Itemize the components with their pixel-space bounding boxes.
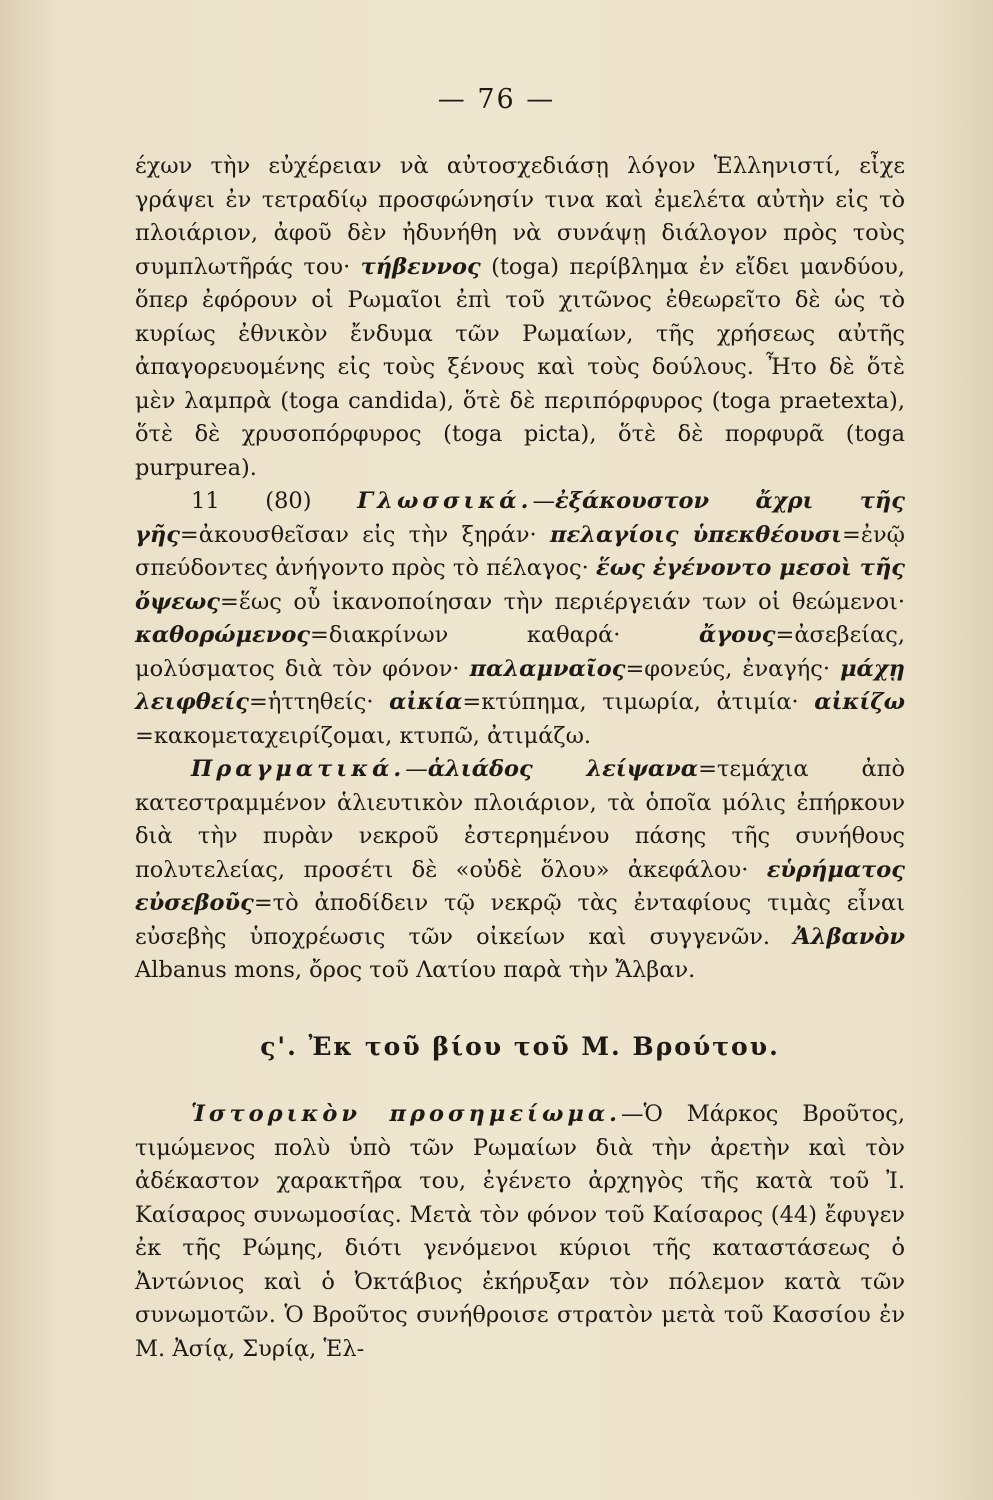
paragraph-toga [135, 150, 905, 485]
term-kathoromenos: καθορώμενος [135, 622, 311, 648]
heading-istorikon: Ἱστορικὸν προσημείωμα. [191, 1101, 621, 1127]
section-heading: ς'. Ἐκ τοῦ βίου τοῦ Μ. Βρούτου. [260, 1032, 780, 1061]
main-text-block [135, 150, 905, 988]
brutus-text-block [135, 1098, 905, 1366]
term-agous: ἄγους [699, 622, 776, 648]
term-eurematos: εὑρήματος εὐσεβοῦς [135, 856, 905, 916]
paragraph-pragmatika [135, 753, 905, 988]
term-albanon: Ἀλβανὸν [793, 923, 906, 950]
term-eos: ἕως ἐγένοντο μεσοὶ τῆς ὄψεως [135, 555, 906, 615]
heading-glossika: Γλωσσικά. [357, 488, 533, 514]
term-exakouston: ἐξάκουστον ἄχρι τῆς γῆς [135, 488, 905, 548]
def-exakouston: =ἀκουσθεῖσαν εἰς τὴν ξηράν· [179, 521, 537, 548]
term-palamnaios: παλαμναῖος [469, 655, 626, 682]
def-aikia: =κτύπημα, τιμωρία, ἀτιμία· [462, 689, 799, 715]
note-number: 11 (80) [191, 488, 312, 514]
text-brutus: —Ὁ Μάρκος Βροῦτος, τιμώμενος πολὺ ὑπὸ τῶν Ρωμαίων διὰ τὴν ἀρετὴν καὶ τὸν ἀδέκαστον χαρακτῆρα του, ἐγένετο ἀρχηγὸς τῆς κατὰ τοῦ Ἰ. Καίσαρος συνωμοσίας. Μετὰ τὸν φόνον τοῦ Καίσαρος (44) ἔφυγεν ἐκ τῆς Ρώμης, διότι γενόμενοι κύριοι τῆς καταστάσεως ὁ Ἀντώνιος καὶ ὁ Ὀκτάβιος ἐκήρυξαν τὸν πόλεμον κατὰ τῶν συνωμοτῶν. Ὁ Βροῦτος συνήθροισε στρατὸν μετὰ τοῦ Κασσίου ἐν Μ. Ἀσίᾳ, Συρίᾳ, Ἑλ- [135, 1101, 905, 1362]
text-intro: έχων τὴν εὐχέρειαν νὰ αὐτοσχεδιάσῃ λόγον Ἑλληνιστί, εἶχε γράψει ἐν τετραδίῳ προσφώνησίν τινα καὶ ἐμελέτα αὐτὴν εἰς τὸ πλοιάριον, ἀφοῦ δὲν ἠδυνήθη νὰ συνάψῃ διάλογον πρὸς τοὺς συμπλωτῆράς του· [135, 153, 905, 280]
page-number: — 76 — [437, 84, 556, 115]
term-mache: μάχῃ λειφθείς [135, 655, 906, 715]
term-tebennos: τήβεννος [360, 253, 481, 280]
term-aikizo: αἰκίζω [814, 689, 905, 715]
term-aikia: αἰκία [389, 689, 463, 715]
def-albanon: Albanus mons, ὄρος τοῦ Λατίου παρὰ τὴν Ἄλβαν. [135, 957, 696, 983]
def-eurematos: =τὸ ἀποδίδειν τῷ νεκρῷ τὰς ἐνταφίους τιμὰς εἶναι εὐσεβὴς ὑποχρέωσις τῶν οἰκείων καὶ συγγενῶν. [135, 890, 905, 950]
def-aliados: =τεμάχια ἀπὸ κατεστραμμένον ἁλιευτικὸν πλοιάριον, τὰ ὁποῖα μόλις ἐπήρκουν διὰ τὴν πυρὰν νεκροῦ ἐστερημένου πάσης τῆς συνήθους πολυτελείας, προσέτι δὲ «οὐδὲ ὅλου» ἀκεφάλου· [135, 756, 905, 883]
term-aliados: ἁλιάδος λείψανα [427, 756, 699, 782]
heading-pragmatika: Πραγματικά. [191, 756, 406, 782]
paragraph-glossika [135, 485, 905, 753]
def-agous: =ἀσεβείας, μολύσματος διὰ τὸν φόνον· [135, 622, 905, 682]
def-aikizo: =κακομεταχειρίζομαι, κτυπῶ, ἀτιμάζω. [135, 722, 592, 749]
text-toga: (toga) περίβλημα ἐν εἴδει μανδύου, ὅπερ ἐφόρουν οἱ Ρωμαῖοι ἐπὶ τοῦ χιτῶνος ἐθεωρεῖτο δὲ ὡς τὸ κυρίως ἐθνικὸν ἔνδυμα τῶν Ρωμαίων, τῆς χρήσεως αὐτῆς ἀπαγορευομένης εἰς τοὺς ξένους καὶ τοὺς δούλους. Ἦτο δὲ ὅτὲ μὲν λαμπρὰ (toga candida), ὅτὲ δὲ περιπόρφυρος (toga praetexta), ὅτὲ δὲ χρυσοπόρφυρος (toga picta), ὅτὲ δὲ πορφυρᾶ (toga purpurea). [135, 253, 905, 481]
dash: — [532, 488, 555, 514]
dash-2: — [405, 756, 428, 782]
def-eos: =ἕως οὗ ἱκανοποίησαν τὴν περιέργειάν των οἱ θεώμενοι· [220, 588, 905, 615]
def-pelagiois: =ἐνῷ σπεύδοντες ἀνήγοντο πρὸς τὸ πέλαγος· [135, 521, 905, 581]
term-pelagiois: πελαγίοις ὑπεκθέουσι [550, 521, 843, 548]
def-kathoromenos: =διακρίνων καθαρά· [310, 622, 621, 648]
def-mache: =ἡττηθείς· [248, 689, 374, 715]
paragraph-brutus [135, 1098, 905, 1366]
def-palamnaios: =φονεύς, ἐναγής· [625, 655, 831, 682]
